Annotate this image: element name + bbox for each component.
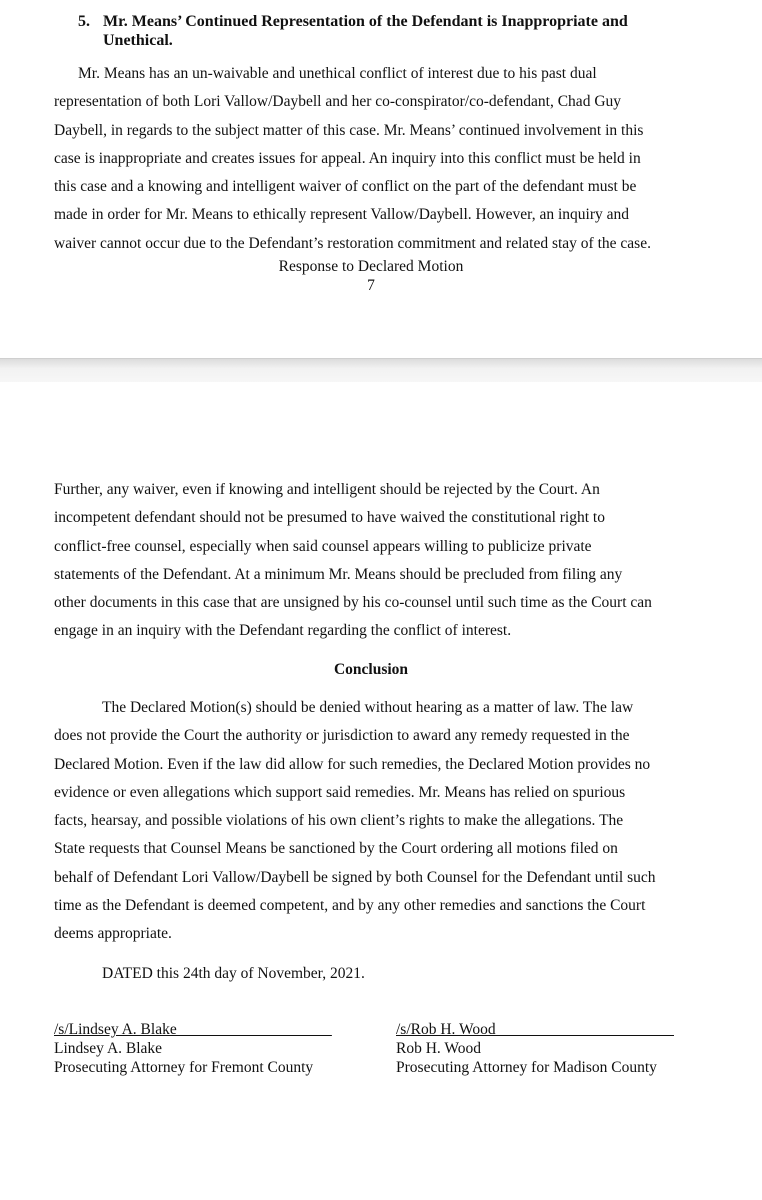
document-page-8: [0, 382, 762, 1200]
paragraph-line: Daybell, in regards to the subject matter of this case. Mr. Means’ continued involvement in this: [54, 121, 644, 139]
signer-name: Rob H. Wood: [396, 1040, 482, 1057]
signature-block-wood: [396, 1020, 674, 1077]
paragraph-line: behalf of Defendant Lori Vallow/Daybell be signed by both Counsel for the Defendant until such: [54, 868, 656, 886]
paragraph-line: State requests that Counsel Means be sanctioned by the Court ordering all motions filed on: [54, 840, 618, 858]
document-page-7: [0, 0, 762, 358]
paragraph-line: Declared Motion. Even if the law did allow for such remedies, the Declared Motion provides no: [54, 755, 651, 773]
section-heading-text: Mr. Means’ Continued Representation of the Defendant is Inappropriate and Unethical.: [103, 13, 628, 49]
paragraph-line: this case and a knowing and intelligent waiver of conflict on the part of the defendant must be: [54, 178, 637, 196]
continuation-paragraph: [54, 476, 694, 646]
paragraph-line: evidence or even allegations which support said remedies. Mr. Means has relied on spurious: [54, 783, 626, 801]
paragraph-line: time as the Defendant is deemed competent, and by any other remedies and sanctions the Court: [54, 897, 646, 915]
conclusion-paragraph: [54, 694, 694, 949]
signature-line: /s/Rob H. Wood_______________________: [396, 1021, 674, 1038]
signer-title: Prosecuting Attorney for Fremont County: [54, 1059, 314, 1076]
section-number: 5.: [78, 13, 90, 30]
signer-title: Prosecuting Attorney for Madison County: [396, 1059, 657, 1076]
section-paragraph: [54, 60, 694, 258]
paragraph-line: engage in an inquiry with the Defendant regarding the conflict of interest.: [54, 622, 512, 640]
dated-line: DATED this 24th day of November, 2021.: [102, 965, 365, 982]
paragraph-line: incompetent defendant should not be presumed to have waived the constitutional right to: [54, 509, 605, 527]
paragraph-line: representation of both Lori Vallow/Daybell and her co-conspirator/co-defendant, Chad Guy: [54, 93, 622, 111]
paragraph-line: The Declared Motion(s) should be denied without hearing as a matter of law. The law: [102, 699, 634, 716]
paragraph-line: facts, hearsay, and possible violations of his own client’s rights to make the allegations. The: [54, 812, 624, 830]
page-number: 7: [367, 277, 375, 294]
paragraph-line: deems appropriate.: [54, 925, 172, 943]
paragraph-line: made in order for Mr. Means to ethically represent Vallow/Daybell. However, an inquiry and: [54, 206, 630, 224]
paragraph-line: other documents in this case that are unsigned by his co-counsel until such time as the Court can: [54, 594, 652, 612]
paragraph-line: statements of the Defendant. At a minimum Mr. Means should be precluded from filing any: [54, 565, 623, 583]
paragraph-line: does not provide the Court the authority or jurisdiction to award any remedy requested in the: [54, 727, 630, 745]
paragraph-line: conflict-free counsel, especially when said counsel appears willing to publicize private: [54, 537, 592, 555]
page-separator: [0, 358, 762, 383]
paragraph-line: Further, any waiver, even if knowing and intelligent should be rejected by the Court. An: [54, 481, 600, 498]
conclusion-heading: Conclusion: [333, 661, 409, 678]
paragraph-line: case is inappropriate and creates issues for appeal. An inquiry into this conflict must be held in: [54, 149, 641, 167]
paragraph-line: Mr. Means has an un-waivable and unethical conflict of interest due to his past dual: [78, 65, 597, 82]
signature-block-blake: [54, 1020, 332, 1077]
page-footer-title: Response to Declared Motion: [278, 258, 464, 275]
paragraph-line: waiver cannot occur due to the Defendant’s restoration commitment and related stay of the case.: [54, 234, 651, 252]
signer-name: Lindsey A. Blake: [54, 1040, 163, 1057]
signature-line: /s/Lindsey A. Blake____________________: [54, 1021, 332, 1038]
